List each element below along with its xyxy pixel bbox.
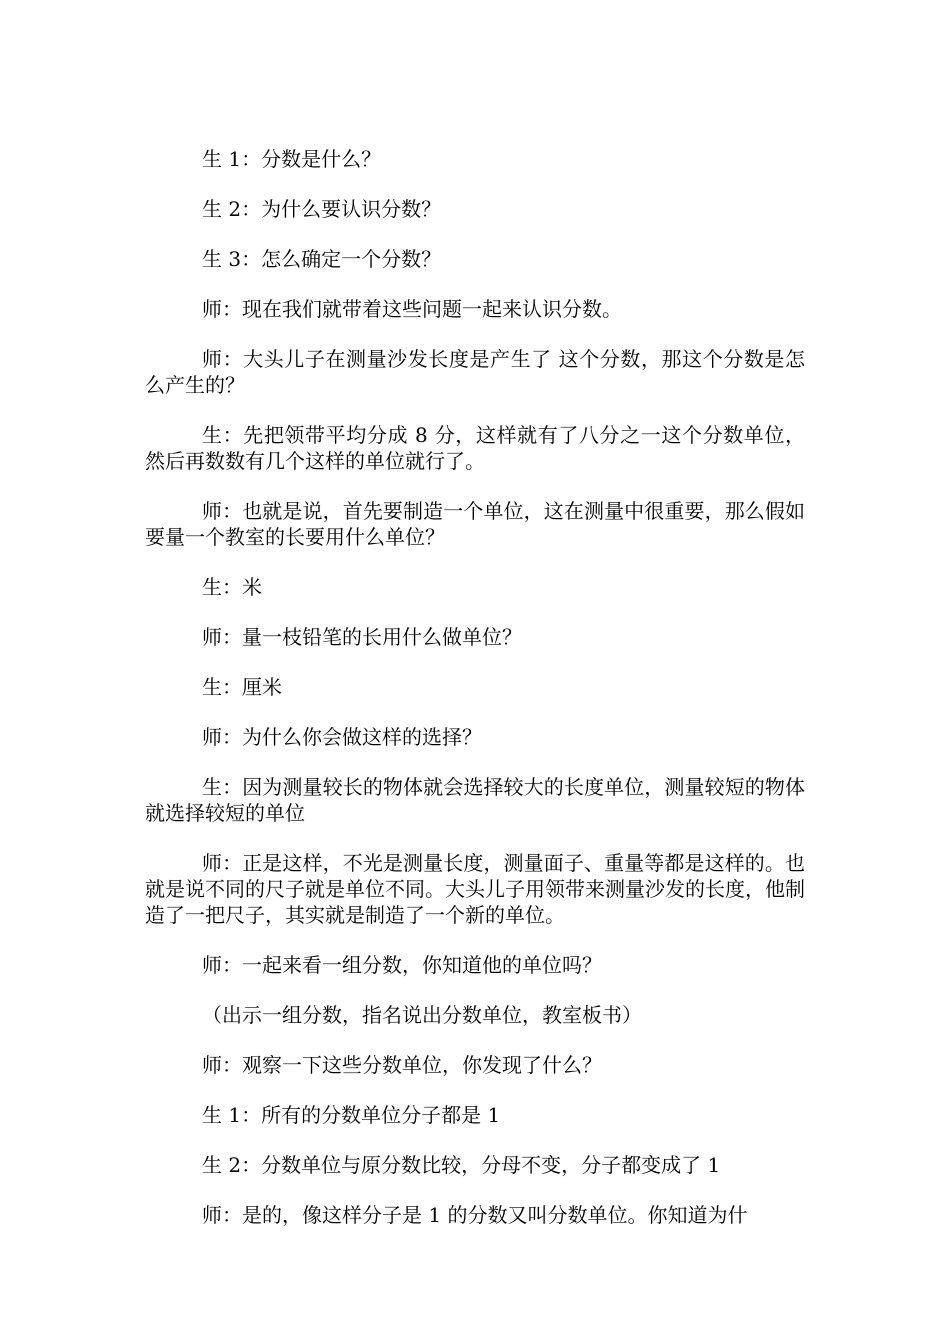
paragraph-11: 师：为什么你会做这样的选择？ [202,725,482,749]
paragraph-5: 师：大头儿子在测量沙发长度是产生了 这个分数，那这个分数是怎么产生的？ [145,347,805,397]
document-body [145,146,805,1252]
paragraph-8: 生：米 [202,575,262,599]
paragraph-3: 生 3：怎么确定一个分数？ [202,247,442,271]
paragraph-4: 师：现在我们就带着这些问题一起来认识分数。 [202,297,622,321]
paragraph-18: 生 2：分数单位与原分数比较，分母不变，分子都变成了 1 [202,1153,721,1177]
paragraph-1: 生 1：分数是什么？ [202,147,382,171]
paragraph-7: 师：也就是说，首先要制造一个单位，这在测量中很重要，那么假如要量一个教室的长要用什么单位？ [145,499,805,549]
paragraph-19: 师：是的，像这样分子是 1 的分数又叫分数单位。你知道为什 [202,1203,748,1227]
paragraph-15: （出示一组分数，指名说出分数单位，教室板书） [202,1003,642,1027]
paragraph-16: 师：观察一下这些分数单位，你发现了什么？ [202,1053,602,1077]
paragraph-9: 师：量一枝铅笔的长用什么做单位？ [202,625,522,649]
paragraph-6: 生：先把领带平均分成 8 分，这样就有了八分之一这个分数单位，然后再数数有几个这样的单位就行了。 [145,423,805,473]
paragraph-12: 生：因为测量较长的物体就会选择较大的长度单位，测量较短的物体就选择较短的单位 [145,775,805,825]
paragraph-2: 生 2：为什么要认识分数？ [202,197,442,221]
paragraph-14: 师：一起来看一组分数，你知道他的单位吗？ [202,953,602,977]
paragraph-10: 生：厘米 [202,675,282,699]
paragraph-17: 生 1：所有的分数单位分子都是 1 [202,1103,501,1127]
paragraph-13: 师：正是这样，不光是测量长度，测量面子、重量等都是这样的。也就是说不同的尺子就是单位不同。大头儿子用领带来测量沙发的长度，他制造了一把尺子，其实就是制造了一个新的单位。 [145,851,805,927]
